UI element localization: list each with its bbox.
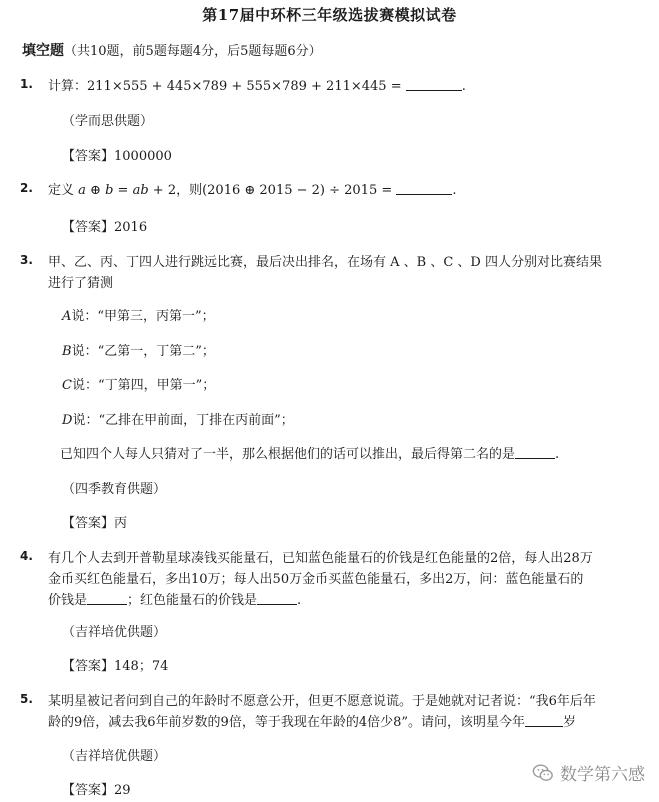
claim-c: [62, 374, 215, 393]
question-4-line3: [48, 589, 301, 608]
claim-text: 说：“乙第一，丁第二”；: [71, 344, 215, 359]
claim-text: 说：“乙排在甲前面，丁排在丙前面”；: [72, 413, 294, 428]
question-2-answer: 【答案】2016: [62, 220, 148, 235]
question-5-line2: [48, 711, 576, 730]
question-4-line2: 金币买红色能量石，多出10万；每人出50万金币买蓝色能量石，多出2万，问：蓝色能量石的: [48, 572, 584, 587]
unit: 岁: [563, 715, 577, 730]
operator: ⊕: [85, 183, 106, 198]
question-4-line1: 有几个人去到开普勒星球凑钱买能量石，已知蓝色能量石的价钱是红色能量的2倍，每人出28万: [48, 551, 593, 566]
var-b: b: [105, 183, 114, 198]
section-heading: 填空题: [22, 43, 64, 59]
claim-text: 说：“甲第三，丙第一”；: [71, 309, 215, 324]
question-1-source: （学而思供题）: [62, 114, 154, 129]
answer-blank: [515, 446, 555, 459]
watermark-text: 数学第六感: [560, 765, 645, 785]
question-5-source: （吉祥培优供题）: [62, 749, 167, 764]
question-2-define: 定义: [48, 183, 79, 198]
period: .: [452, 183, 457, 198]
question-1-answer: 【答案】1000000: [62, 149, 172, 164]
answer-blank: [406, 78, 462, 91]
period: .: [461, 79, 466, 94]
answer-blank: [257, 592, 297, 605]
section-note: （共10题，前5题每题4分，后5题每题6分）: [64, 44, 322, 59]
claim-text: 说：“丁第四，甲第一”；: [71, 378, 216, 393]
claim-who: A: [62, 309, 72, 324]
plus-two: + 2，则: [148, 183, 203, 198]
question-5-line1: 某明星被记者问到自己的年龄时不愿意公开，但更不愿意说谎。于是她就对记者说：“我6年后年: [48, 694, 596, 709]
question-3-line1: 甲、乙、丙、丁四人进行跳远比赛，最后决出排名，在场有 A 、B 、C 、D 四人分别对比赛结果: [48, 255, 602, 270]
question-4-answer: 【答案】148；74: [62, 659, 169, 674]
question-4-red-label: ；红色能量石的价钱是: [127, 593, 258, 608]
question-3-line2: 进行了猜测: [48, 276, 114, 291]
question-3-source: （四季教育供题）: [62, 482, 167, 497]
equals: =: [113, 183, 133, 198]
question-number: 2.: [20, 181, 33, 195]
question-number: 5.: [20, 692, 33, 706]
answer-blank: [87, 592, 127, 605]
claim-who: B: [62, 344, 72, 359]
question-number: 1.: [20, 77, 33, 91]
claim-who: C: [62, 378, 72, 393]
var-a: a: [78, 183, 86, 198]
period: .: [297, 593, 302, 608]
question-4-blue-label: 价钱是: [48, 593, 88, 608]
question-3-prompt: [60, 443, 559, 462]
question-1-prefix: 计算：: [48, 79, 88, 94]
question-number: 3.: [20, 253, 33, 267]
section-header: [22, 40, 322, 60]
claim-a: [62, 305, 215, 324]
claim-d: [62, 409, 294, 428]
answer-blank: [396, 182, 452, 195]
question-5-answer: 【答案】29: [62, 783, 131, 798]
claim-who: D: [62, 413, 73, 428]
question-number: 4.: [20, 549, 33, 563]
question-4-source: （吉祥培优供题）: [62, 625, 167, 640]
period: .: [555, 447, 560, 462]
question-3-answer: 【答案】丙: [62, 516, 128, 531]
question-3-question: 已知四个人每人只猜对了一半，那么根据他们的话可以推出，最后得第二名的是: [60, 447, 516, 462]
question-5-question: 龄的9倍，减去我6年前岁数的9倍，等于我现在年龄的4倍少8”。请问，该明星今年: [48, 715, 526, 730]
question-2-text: [48, 179, 457, 198]
question-1-expression: 211×555 + 445×789 + 555×789 + 211×445 =: [87, 79, 402, 94]
claim-b: [62, 340, 215, 359]
watermark: [532, 760, 645, 785]
page-title: 第17届中环杯三年级选拔赛模拟试卷: [202, 6, 457, 24]
var-ab: ab: [132, 183, 149, 198]
wechat-icon: [532, 762, 554, 784]
question-1-text: [48, 75, 466, 94]
answer-blank: [525, 714, 563, 727]
question-2-expression: (2016 ⊕ 2015 − 2) ÷ 2015 =: [202, 183, 393, 198]
